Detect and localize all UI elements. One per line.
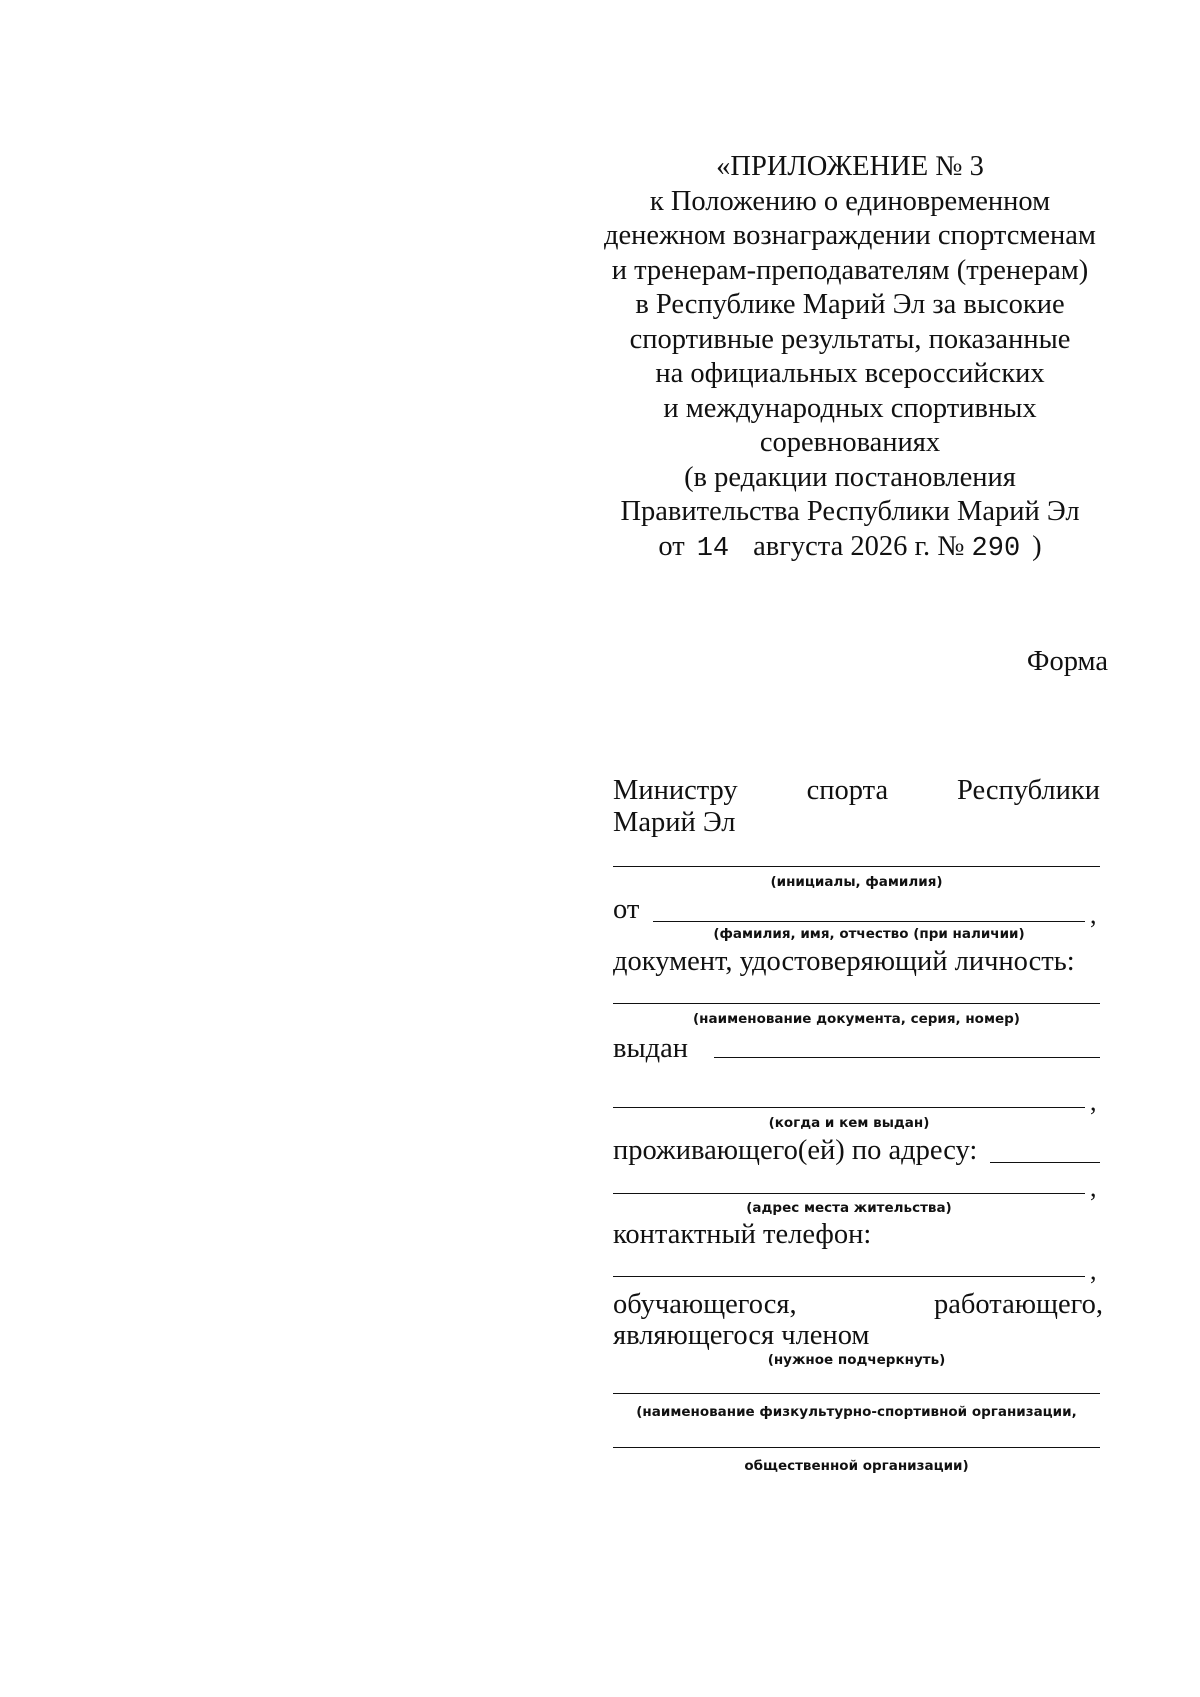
id-document-caption: (наименование документа, серия, номер) bbox=[693, 1011, 1020, 1027]
document-number: 290 bbox=[971, 533, 1021, 564]
header-line-6: спортивные результаты, показанные bbox=[629, 323, 1071, 355]
addressee-line-1 bbox=[613, 775, 1100, 807]
address-line-1[interactable] bbox=[990, 1162, 1100, 1163]
appendix-header bbox=[590, 150, 1110, 566]
addressee-line-2: Марий Эл bbox=[613, 807, 736, 838]
header-line-1: «ПРИЛОЖЕНИЕ № 3 bbox=[716, 151, 984, 182]
header-line-7: на официальных всероссийских bbox=[655, 358, 1045, 389]
phone-label: контактный телефон: bbox=[613, 1219, 872, 1250]
from-comma: , bbox=[1090, 900, 1097, 929]
address-label: проживающего(ей) по адресу: bbox=[613, 1135, 978, 1166]
header-line-9: соревнованиях bbox=[759, 427, 941, 458]
issued-comma: , bbox=[1090, 1087, 1097, 1116]
issued-line-2[interactable] bbox=[613, 1107, 1085, 1108]
header-date-line bbox=[590, 530, 1110, 567]
address-comma: , bbox=[1090, 1173, 1097, 1202]
header-line-8: и международных спортивных bbox=[663, 392, 1037, 424]
address-caption: (адрес места жительства) bbox=[746, 1200, 952, 1216]
header-line-10: (в редакции постановления bbox=[684, 461, 1016, 493]
issued-label: выдан bbox=[613, 1033, 689, 1064]
date-close-paren: ) bbox=[1032, 530, 1042, 562]
organization-caption-1: (наименование физкультурно-спортивной организации, bbox=[636, 1404, 1077, 1420]
phone-line[interactable] bbox=[613, 1276, 1085, 1277]
status-line-1 bbox=[613, 1289, 1103, 1321]
from-label: от bbox=[613, 894, 640, 925]
applicant-name-caption: (фамилия, имя, отчество (при наличии) bbox=[713, 926, 1025, 942]
form-label: Форма bbox=[1026, 646, 1108, 677]
organization-line-2[interactable] bbox=[613, 1447, 1100, 1448]
header-line-2: к Положению о единовременном bbox=[649, 185, 1051, 217]
issued-line-1[interactable] bbox=[714, 1057, 1100, 1058]
id-document-line[interactable] bbox=[613, 1003, 1100, 1004]
addressee-word-sport: спорта bbox=[806, 775, 889, 806]
date-day: 14 bbox=[696, 533, 730, 564]
status-working[interactable]: работающего, bbox=[934, 1289, 1103, 1320]
id-document-label: документ, удостоверяющий личность: bbox=[613, 946, 1075, 977]
status-studying[interactable]: обучающегося, bbox=[613, 1289, 797, 1320]
date-prefix: от bbox=[658, 530, 685, 562]
status-caption: (нужное подчеркнуть) bbox=[767, 1352, 946, 1368]
address-line-2[interactable] bbox=[613, 1193, 1085, 1194]
header-line-3: денежном вознаграждении спортсменам bbox=[604, 220, 1096, 251]
applicant-name-line[interactable] bbox=[653, 921, 1085, 922]
addressee-word-republic: Республики bbox=[957, 775, 1100, 806]
header-line-5: в Республике Марий Эл за высокие bbox=[635, 289, 1065, 320]
header-line-11: Правительства Республики Марий Эл bbox=[620, 496, 1080, 527]
organization-caption-2: общественной организации) bbox=[744, 1458, 969, 1474]
phone-comma: , bbox=[1090, 1256, 1097, 1285]
header-line-4: и тренерам-преподавателям (тренерам) bbox=[611, 254, 1089, 286]
minister-name-caption: (инициалы, фамилия) bbox=[770, 874, 943, 890]
addressee-word-minister: Министру bbox=[613, 775, 738, 806]
status-member[interactable]: являющегося членом bbox=[613, 1320, 870, 1351]
issued-caption: (когда и кем выдан) bbox=[768, 1115, 930, 1131]
organization-line-1[interactable] bbox=[613, 1393, 1100, 1394]
minister-name-line[interactable] bbox=[613, 866, 1100, 867]
date-month-year: августа 2026 г. № bbox=[753, 530, 965, 562]
addressee-block bbox=[613, 775, 1100, 839]
